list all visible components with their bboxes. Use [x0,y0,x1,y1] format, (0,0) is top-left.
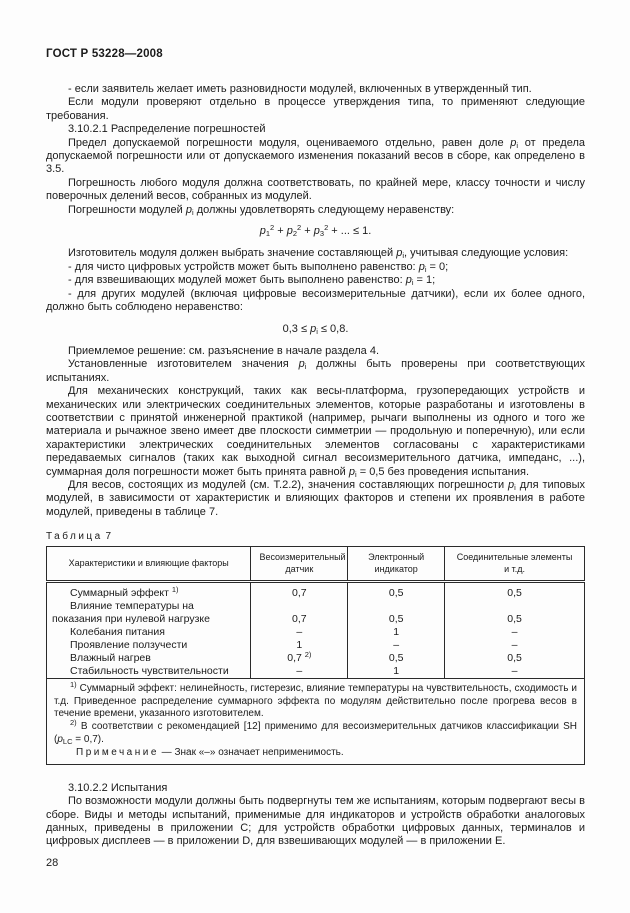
table-note [54,747,577,760]
paragraph: Для механических конструкций, таких как весы-платформа, грузопередающих устройств и механических или электрических соединительных элементов, которые разработаны и изготовлены в соответствии с принятой инженерной практикой (например, рычаги выполнены из одного и того же материала и рычажное звено имеет две плоскости симметрии — продольную и поперечную), или если характеристики электрических соединительных элементов согласованы с характеристиками передаваемых сигналов (таких как выходной сигнал весоизмерительного датчика, импеданс, ...), суммарная доля погрешности может быть принята равной $p_i = 0,5$ без проведения испытания. [46,385,585,479]
table-note-label: Примечание [76,747,159,759]
cell-value: – [511,626,518,639]
section-tests [46,782,585,849]
row-label: Проявление ползучести [47,639,251,652]
cell-value: – [348,639,445,652]
table-row [47,665,585,679]
doc-header-title: ГОСТ Р 53228—2008 [46,48,163,60]
table-caption-word: Таблица [46,531,103,543]
table-caption-number: 7 [105,531,112,543]
cell-value: 1 [251,639,348,652]
row-label: Влияние температуры на показания при нулевой нагрузке [47,600,251,626]
body-text [46,83,585,519]
row-label: Стабильность чувствительности [47,665,251,679]
page-number: 28 [46,857,59,869]
table-row [47,600,585,626]
column-header-connecting: Соединительные элементы и т.д. [445,547,585,582]
table-caption [46,531,585,542]
row-label: Колебания питания [47,626,251,639]
column-header-indicator: Электронный индикатор [348,547,445,582]
cell-value: 1 [348,626,445,639]
cell-value: 0,5 [348,600,445,626]
table-row [47,582,585,601]
table-note-text: — Знак «–» означает неприменимость. [161,747,344,759]
section-heading-3-10-2-1: 3.10.2.1 Распределение погрешностей [68,123,266,136]
cell-value: 0,7 $^{2)}$ [251,652,348,665]
list-item: - для других модулей (включая цифровые весоизмерительные датчики), если их более одного, должно быть соблюдено неравенство: [46,287,585,314]
cell-value: – [511,665,518,678]
table-7 [46,546,585,765]
cell-value: – [511,639,518,652]
cell-value: – [251,626,348,639]
table-row [47,652,585,665]
paragraph: Изготовитель модуля должен выбрать значение составляющей $p_i$, учитывая следующие условия: [68,247,569,261]
list-item: - для чисто цифровых устройств может быть выполнено равенство: $p_i = 0$; [68,260,449,274]
paragraph: - если заявитель желает иметь разновидности модулей, включенных в утвержденный тип. [68,83,532,95]
paragraph: Предел допускаемой погрешности модуля, оцениваемого отдельно, равен доле $p_i$ от предела допускаемой погрешности или от допускаемого изменения показаний весов в сборе, как определено в 3.5. [46,136,585,176]
column-header-factors: Характеристики и влияющие факторы [47,547,251,582]
section-heading-3-10-2-2: 3.10.2.2 Испытания [68,781,168,794]
footnote-2: $^{2)}$ В соответствии с рекомендацией [12] применимо для весоизмерительных датчиков классификации SH $(p_{LC} = 0,7)$. [54,717,577,746]
paragraph: Погрешности модулей $p_i$ должны удовлетворять следующему неравенству: [68,203,455,217]
cell-value: 0,5 [348,652,445,665]
cell-value: 0,5 [348,582,445,601]
cell-value: – [251,665,348,679]
paragraph: Приемлемое решение: см. разъяснение в начале раздела 4. [68,344,380,357]
table-row [47,639,585,652]
paragraph: По возможности модули должны быть подвергнуты тем же испытаниям, которым подвергают весы в сборе. Виды и методы испытаний, применимые для индикаторов и устройств обработки аналоговых данных, приведены в приложении С; для устройств обработки цифровых данных, терминалов и цифровых дисплеев — в приложении D, для взвешивающих модулей — в приложении Е. [46,795,585,848]
table-header-row [47,547,585,582]
paragraph: Для весов, состоящих из модулей (см. Т.2.2), значения составляющих погрешности $p_i$ для типовых модулей, в зависимости от характеристик и влияющих факторов и степени их проявления в работе модулей, приведены в таблице 7. [46,478,585,518]
formula-sum-of-squares: $p_1^2 + p_2^2 + p_3^2$ + ... ≤ 1. [259,223,372,239]
row-label: Суммарный эффект $^{1)}$ [47,582,251,601]
cell-value: 0,5 [507,587,522,600]
row-label: Влажный нагрев [47,652,251,665]
paragraph: Погрешность любого модуля должна соответствовать, по крайней мере, классу точности и числу поверочных делений весов, собранных из модулей. [46,176,585,203]
list-item: - для взвешивающих модулей может быть выполнено равенство: $p_i = 1$; [68,274,436,288]
footnote-1: $^{1)}$ Суммарный эффект: нелинейность, гистерезис, влияние температуры на чувствительность, сходимость и т.д. Приведенное распределение суммарного эффекта по модулям действительно после прогрева весов в течение времени, указанного изготовителем. [54,680,577,720]
table-row [47,626,585,639]
table-footnotes [47,679,585,765]
cell-value: 1 [348,665,445,679]
column-header-load-cell: Весоизмерительный датчик [251,547,348,582]
cell-value: 0,5 [507,613,522,626]
paragraph: Если модули проверяют отдельно в процессе утверждения типа, то применяют следующие требования. [46,96,585,122]
formula-inequality: $0,3 \le p_i \le 0,8$. [282,322,349,336]
paragraph: Установленные изготовителем значения $p_i$ должны быть проверены при соответствующих испытаниях. [46,358,585,384]
cell-value: 0,5 [507,652,522,665]
cell-value: 0,7 [251,582,348,601]
cell-value: 0,7 [251,600,348,626]
table-footnotes-row [47,679,585,765]
